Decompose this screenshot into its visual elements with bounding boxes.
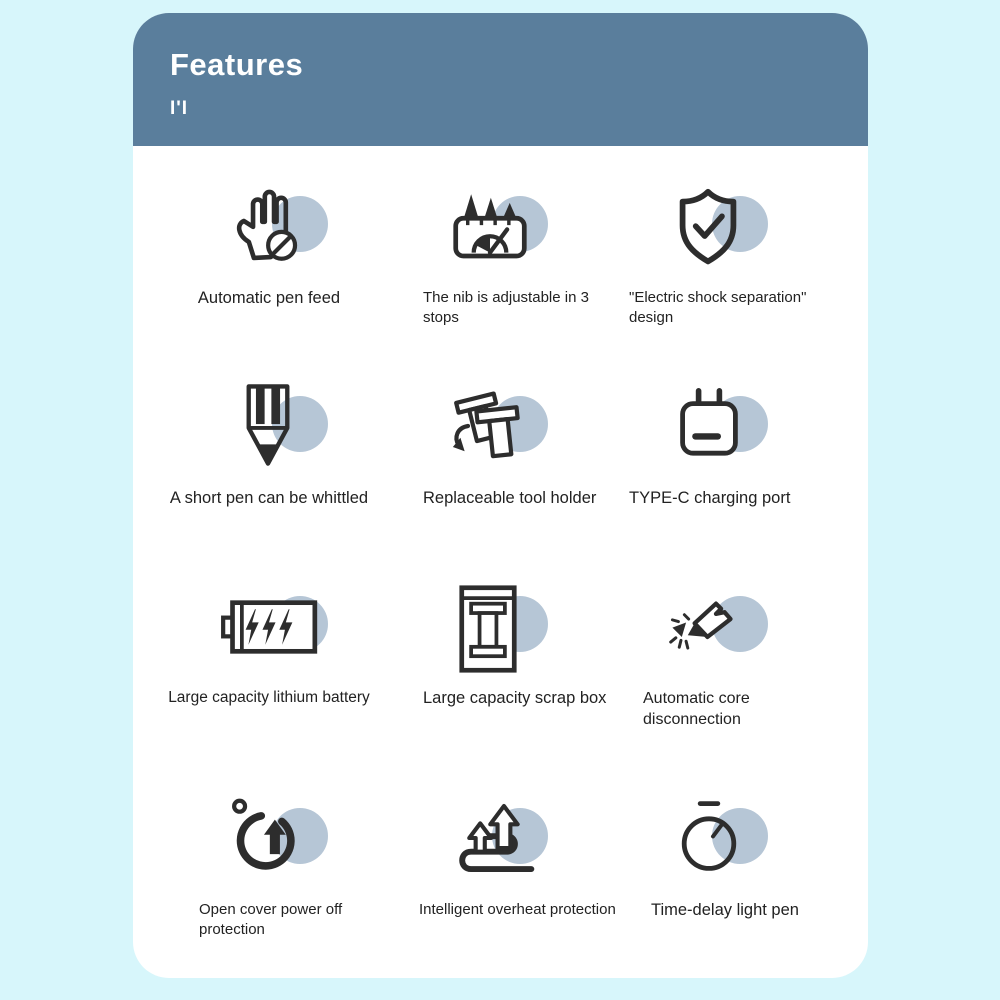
feature-label: TYPE-C charging port (629, 489, 791, 507)
features-card (133, 13, 868, 978)
scrap-box-icon (458, 584, 518, 674)
stopwatch-icon (669, 796, 749, 880)
feature-item (603, 570, 833, 782)
feature-label: Time-delay light pen (651, 901, 799, 919)
feature-label: Large capacity scrap box (423, 689, 607, 707)
feature-item (163, 370, 383, 570)
feature-label: A short pen can be whittled (169, 489, 369, 507)
features-grid (163, 170, 868, 978)
feature-item (163, 782, 383, 978)
feature-icon-area (603, 794, 803, 886)
feature-icon-area (163, 182, 363, 274)
feature-item (603, 370, 833, 570)
feature-label: "Electric shock separation" design (629, 289, 807, 326)
feature-item (383, 782, 616, 978)
broken-core-icon (667, 584, 753, 666)
feature-item (603, 782, 833, 978)
shield-check-icon (667, 184, 749, 270)
feature-icon-area (383, 582, 583, 674)
short-pencil-icon (241, 382, 295, 470)
feature-item (383, 570, 607, 782)
feature-icon-area (383, 794, 583, 886)
feature-item (603, 170, 833, 370)
typec-charger-icon (669, 384, 749, 468)
feature-item (163, 170, 383, 370)
feature-label: Automatic pen feed (197, 289, 341, 307)
feature-icon-area (163, 794, 363, 886)
features-header (133, 13, 868, 146)
nib-gauge-icon (447, 184, 533, 268)
feature-item (163, 570, 383, 782)
feature-icon-area (163, 382, 363, 474)
page-title: Features (170, 47, 304, 82)
feature-icon-area (383, 382, 583, 474)
feature-item (383, 170, 603, 370)
feature-label: The nib is adjustable in 3 stops (423, 289, 589, 326)
feature-label: Large capacity lithium battery (168, 689, 370, 706)
no-hand-icon (227, 184, 311, 268)
feature-label: Intelligent overheat protection (419, 901, 616, 918)
battery-bolts-icon (220, 598, 318, 656)
feature-label: Automatic core disconnection (643, 690, 750, 729)
feature-icon-area (163, 582, 363, 674)
feature-icon-area (603, 182, 803, 274)
feature-label: Open cover power off protection (199, 901, 343, 938)
feature-item (383, 370, 603, 570)
feature-icon-area (383, 182, 583, 274)
open-cover-arrow-icon (227, 796, 311, 882)
feature-icon-area (603, 382, 803, 474)
page-subtitle: I'I (170, 98, 189, 119)
feature-label: Replaceable tool holder (423, 489, 597, 507)
feature-icon-area (603, 582, 803, 674)
tool-holder-swap-icon (447, 384, 531, 468)
heat-coil-arrows-icon (447, 796, 539, 880)
